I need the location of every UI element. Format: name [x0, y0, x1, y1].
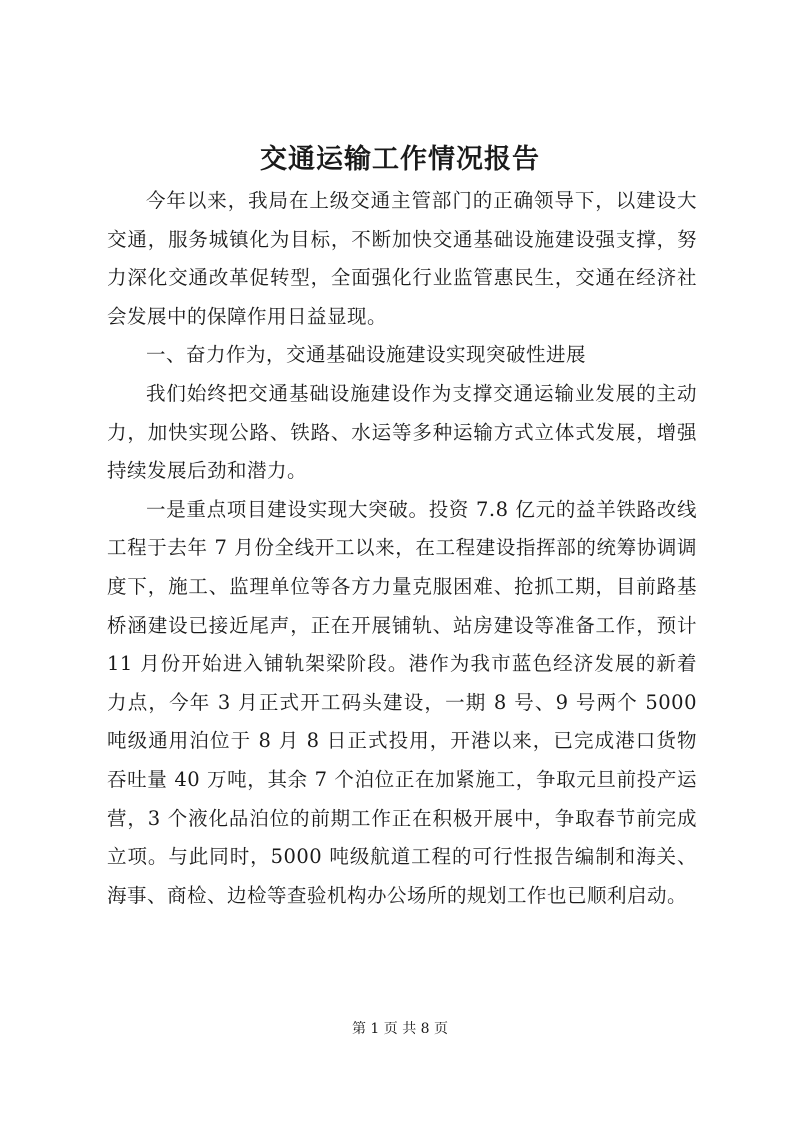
section-heading: 一、奋力作为，交通基础设施建设实现突破性进展 — [146, 343, 587, 367]
key-project-paragraph: 一是重点项目建设实现大突破。投资 7.8 亿元的益羊铁路改线工程于去年 7 月份全线开工以来，在工程建设指挥部的统筹协调调度下，施工、监理单位等各方力量克服困难、抢抓工期，目前路基桥涵建设已接近尾声，正在开展铺轨、站房建设等准备工作，预计 11 月份开始进入铺轨架梁阶段。港作为我市蓝色经济发展的新着力点，今年 3 月正式开工码头建设，一期 8 号、9 号两个 5000 吨级通用泊位于 8 月 8 日正式投用，开港以来，已完成港口货物吞吐量 40 万吨，其余 7 个泊位正在加紧施工，争取元旦前投产运营，3 个液化品泊位的前期工作正在积极开展中，争取春节前完成立项。与此同时，5000 吨级航道工程的可行性报告编制和海关、海事、商检、边检等查验机构办公场所的规划工作也已顺利启动。 — [107, 497, 697, 907]
document-body — [107, 182, 697, 915]
document-title: 交通运输工作情况报告 — [260, 144, 540, 175]
intro-paragraph: 今年以来，我局在上级交通主管部门的正确领导下，以建设大交通，服务城镇化为目标，不断加快交通基础设施建设强支撑，努力深化交通改革促转型，全面强化行业监管惠民生，交通在经济社会发展中的保障作用日益显现。 — [107, 189, 697, 328]
page-footer: 第 1 页 共 8 页 — [351, 1021, 449, 1037]
section-paragraph: 我们始终把交通基础设施建设作为支撑交通运输业发展的主动力，加快实现公路、铁路、水运等多种运输方式立体式发展，增强持续发展后劲和潜力。 — [107, 381, 697, 483]
